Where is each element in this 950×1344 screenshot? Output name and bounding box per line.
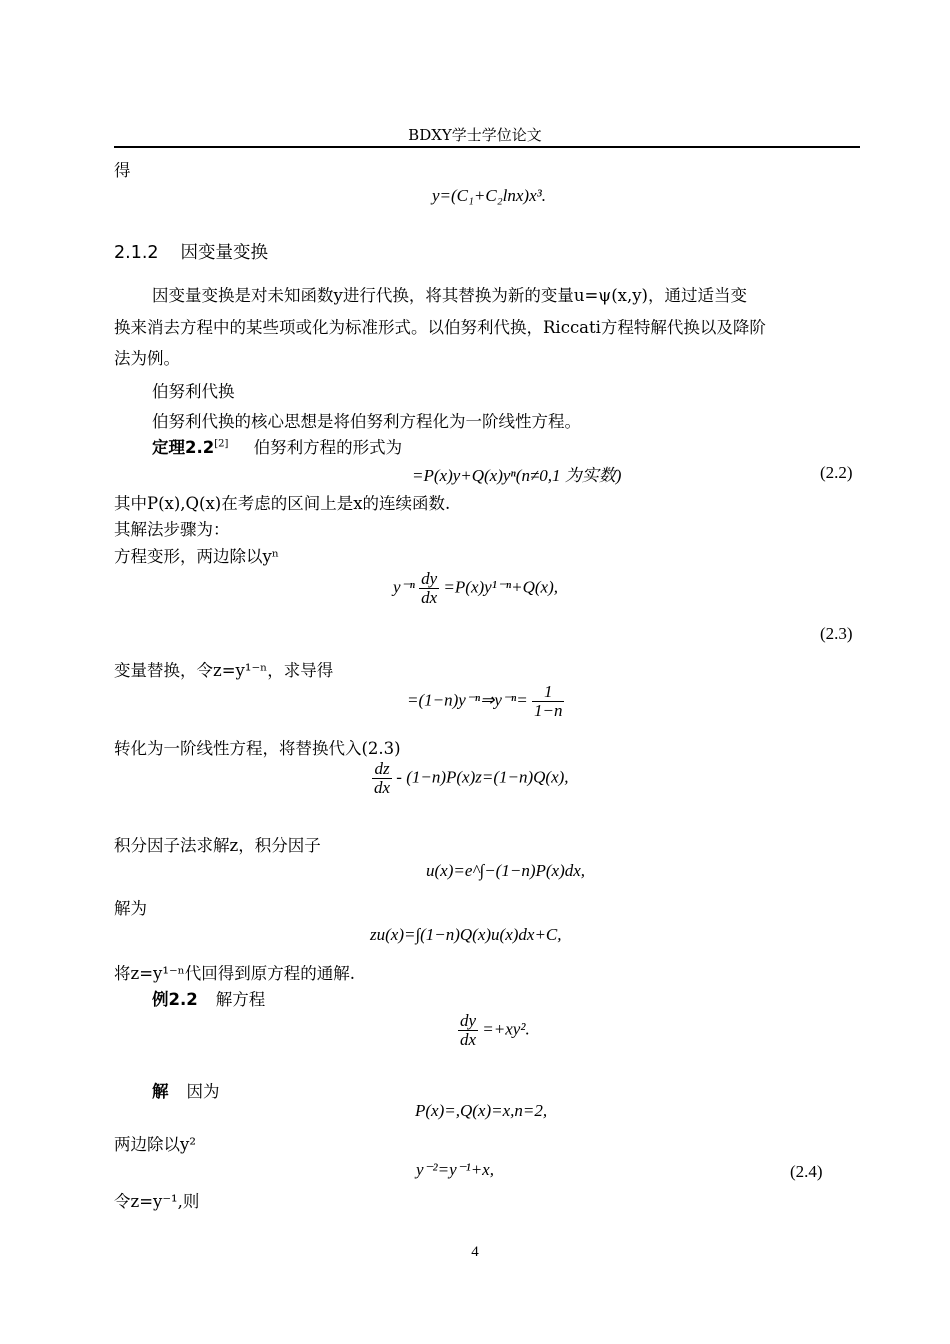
header-rule xyxy=(114,146,860,148)
text-line: 将z=y¹⁻ⁿ代回得到原方程的通解. xyxy=(114,964,356,983)
text-line: 其中P(x),Q(x)在考虑的区间上是x的连续函数. xyxy=(114,494,451,513)
eq-lhs: =(1−n)y⁻ⁿ⇒y⁻ⁿ= xyxy=(407,690,528,710)
eq-rhs: =+xy² xyxy=(482,1019,526,1039)
eq-lhs: y⁻ⁿ xyxy=(393,577,415,597)
eq-tail: . xyxy=(525,1019,530,1039)
numerator: 1 xyxy=(532,683,564,702)
theorem-text: 伯努利方程的形式为 xyxy=(253,438,403,457)
text-line: 方程变形，两边除以yⁿ xyxy=(114,547,279,566)
numerator: dy xyxy=(460,1011,477,1030)
page-number: 4 xyxy=(471,1244,479,1260)
text-line: 变量替换，令z=y¹⁻ⁿ，求导得 xyxy=(114,661,334,680)
numerator: dz xyxy=(372,760,392,779)
paragraph-line: 伯努利代换的核心思想是将伯努利方程化为一阶线性方程。 xyxy=(152,412,581,431)
equation-2-2: =P(x)y+Q(x)yⁿ(n≠0,1 为实数) xyxy=(412,466,622,485)
solution-text: 因为 xyxy=(186,1082,220,1101)
text-line: 积分因子法求解z，积分因子 xyxy=(114,836,321,855)
paragraph-line: 法为例。 xyxy=(114,349,180,368)
theorem-label: 定理2.2 xyxy=(152,438,215,457)
example-label: 例2.2 xyxy=(152,990,198,1009)
subsection-label: 伯努利代换 xyxy=(152,382,235,401)
example-line xyxy=(152,986,265,1010)
eq-rhs: - (1−n)P(x)z=(1−n)Q(x) xyxy=(396,767,565,787)
equation-number: (2.4) xyxy=(790,1162,823,1181)
equation-solution-1: y=(C₁+C₂lnx)x³. xyxy=(432,186,546,205)
fraction xyxy=(419,570,439,607)
equation-solution-z: zu(x)=∫(1−n)Q(x)u(x)dx+C, xyxy=(370,925,562,944)
denominator: dx xyxy=(421,587,438,607)
theorem-line xyxy=(152,434,402,458)
equation-number: (2.2) xyxy=(820,463,853,482)
paragraph-line: 换来消去方程中的某些项或化为标准形式。以伯努利代换，Riccati方程特解代换以及降阶 xyxy=(114,318,766,337)
equation-example xyxy=(458,1012,530,1049)
paragraph-line: 因变量变换是对未知函数y进行代换，将其替换为新的变量u=ψ(x,y)，通过适当变 xyxy=(152,286,747,305)
equation-derivative xyxy=(407,683,564,720)
text-de: 得 xyxy=(114,161,131,180)
text-line: 其解法步骤为： xyxy=(114,520,230,539)
denominator: dx xyxy=(374,777,391,797)
eq-tail: , xyxy=(564,767,569,787)
section-title: 因变量变换 xyxy=(180,243,269,263)
equation-number: (2.3) xyxy=(820,624,853,643)
eq-rhs: =P(x)y¹⁻ⁿ+Q(x), xyxy=(443,577,558,597)
equation-2-3 xyxy=(393,570,558,607)
equation-2-4: y⁻²=y⁻¹+x, xyxy=(416,1160,494,1179)
fraction xyxy=(458,1012,478,1049)
numerator: dy xyxy=(421,569,438,588)
equation-integrating-factor: u(x)=e^∫−(1−n)P(x)dx, xyxy=(426,861,586,880)
citation: [2] xyxy=(214,438,229,450)
equation-pq: P(x)=,Q(x)=x,n=2, xyxy=(415,1101,548,1120)
solution-label: 解 xyxy=(152,1082,169,1101)
example-text: 解方程 xyxy=(215,990,266,1009)
denominator: dx xyxy=(460,1029,477,1049)
text-line: 转化为一阶线性方程，将替换代入(2.3) xyxy=(114,739,401,758)
solution-line xyxy=(152,1078,220,1102)
fraction xyxy=(372,760,392,797)
text-line: 解为 xyxy=(114,899,147,918)
equation-linear xyxy=(372,760,569,797)
section-number: 2.1.2 xyxy=(114,243,159,263)
section-heading xyxy=(114,239,268,264)
fraction xyxy=(532,683,564,720)
text-line: 两边除以y² xyxy=(114,1135,196,1154)
denominator: 1−n xyxy=(533,700,563,720)
text-line: 令z=y⁻¹,则 xyxy=(114,1192,200,1211)
page-header: BDXY学士学位论文 xyxy=(408,126,542,144)
